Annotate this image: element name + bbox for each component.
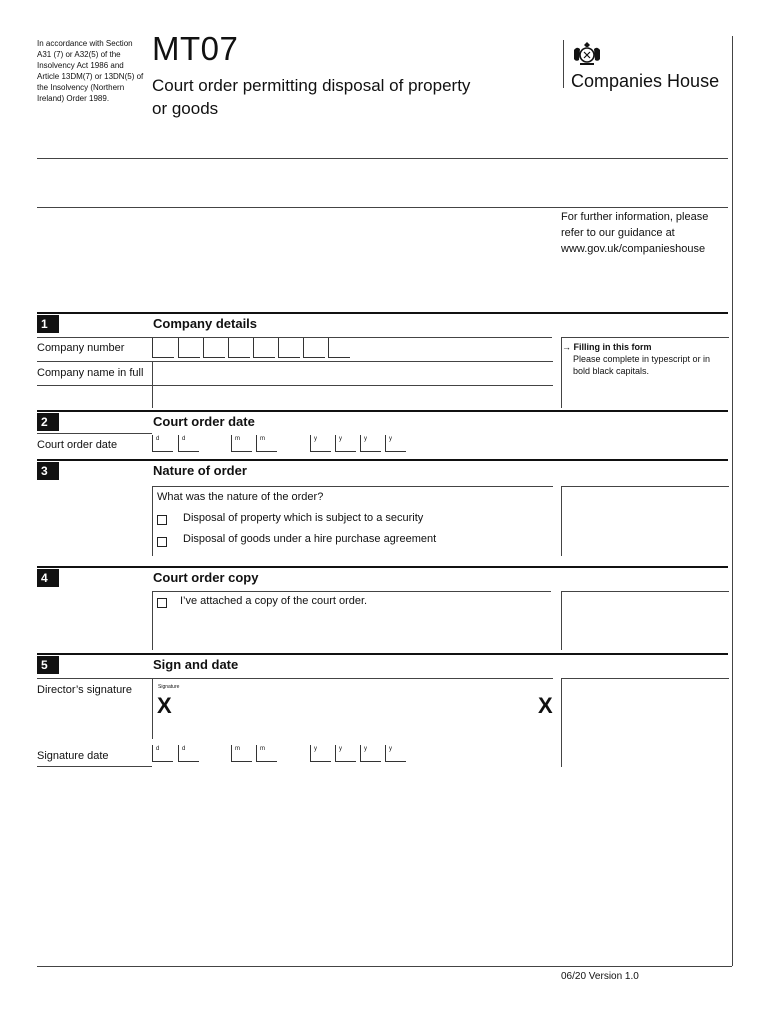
- section-1-number: 1: [37, 315, 59, 333]
- company-number-digit[interactable]: [152, 338, 174, 358]
- signature-caption: Signature: [158, 684, 180, 690]
- date-day-box[interactable]: d: [178, 745, 199, 762]
- page-right-border: [732, 36, 733, 966]
- date-year-box[interactable]: y: [385, 435, 406, 452]
- date-month-box[interactable]: m: [256, 435, 277, 452]
- date-month-box[interactable]: m: [231, 745, 252, 762]
- signature-x-mark-left: X: [157, 693, 172, 718]
- form-title: Court order permitting disposal of property or goods: [152, 76, 471, 118]
- header-rule-top: [37, 158, 728, 159]
- signature-x-mark-right: X: [538, 693, 553, 718]
- version-text: 06/20 Version 1.0: [561, 971, 639, 982]
- date-month-box[interactable]: m: [256, 745, 277, 762]
- header-rule-bottom: [37, 207, 728, 208]
- filling-note-panel: [561, 337, 729, 408]
- section-2-title: Court order date: [153, 414, 255, 429]
- company-number-digit[interactable]: [303, 338, 325, 358]
- section-5-number: 5: [37, 656, 59, 674]
- security-disposal-checkbox[interactable]: [157, 515, 167, 525]
- section-2-number: 2: [37, 413, 59, 431]
- company-name-label: Company name in full: [37, 367, 144, 379]
- date-year-box[interactable]: y: [310, 435, 331, 452]
- date-year-box[interactable]: y: [335, 745, 356, 762]
- section-4-rule: [37, 566, 728, 568]
- legal-reference-text: In accordance with Section A31 (7) or A32(5) of the Insolvency Act 1986 and Article 13DM(7) or 13DN(5) of the Insolvency (Northern Ireland) Order 1989.: [37, 39, 144, 103]
- date-year-box[interactable]: y: [360, 745, 381, 762]
- filling-note-title: → Filling in this form: [562, 342, 652, 352]
- section-3-side-panel: [561, 486, 729, 556]
- company-name-rule: [37, 385, 152, 386]
- filling-note-text: Please complete in typescript or in bold black capitals.: [573, 354, 711, 376]
- section-5-title: Sign and date: [153, 657, 239, 672]
- section-4-title: Court order copy: [153, 570, 259, 585]
- company-number-digit[interactable]: [328, 338, 350, 358]
- section-2-subrule: [37, 433, 152, 434]
- hire-purchase-checkbox[interactable]: [157, 537, 167, 547]
- section-1-title: Company details: [153, 316, 258, 331]
- footer-rule: [37, 966, 732, 967]
- date-year-box[interactable]: y: [360, 435, 381, 452]
- section-2-rule: [37, 410, 728, 412]
- date-day-box[interactable]: d: [152, 745, 173, 762]
- court-order-attached-label: I’ve attached a copy of the court order.: [180, 595, 368, 607]
- court-order-date-label: Court order date: [37, 439, 118, 451]
- section-1-rule: [37, 312, 728, 314]
- date-day-box[interactable]: d: [178, 435, 199, 452]
- company-name-line: [153, 385, 553, 386]
- section-3-title: Nature of order: [153, 463, 247, 478]
- section-4-number: 4: [37, 569, 59, 587]
- date-month-box[interactable]: m: [231, 435, 252, 452]
- date-year-box[interactable]: y: [310, 745, 331, 762]
- court-order-attached-checkbox[interactable]: [157, 598, 167, 608]
- section-5-side-panel: [561, 678, 729, 767]
- section-3-number: 3: [37, 462, 59, 480]
- form-code: MT07: [152, 30, 239, 67]
- date-year-box[interactable]: y: [335, 435, 356, 452]
- signature-date-rule: [37, 766, 152, 767]
- company-number-label: Company number: [37, 342, 125, 354]
- company-name-field[interactable]: [152, 361, 553, 408]
- further-info-text: For further information, please refer to our guidance at www.gov.uk/companieshouse: [561, 211, 709, 255]
- company-number-digit[interactable]: [178, 338, 200, 358]
- section-5-rule: [37, 653, 728, 655]
- company-number-digit[interactable]: [253, 338, 275, 358]
- company-number-digit[interactable]: [228, 338, 250, 358]
- director-signature-field[interactable]: [152, 678, 553, 739]
- date-year-box[interactable]: y: [385, 745, 406, 762]
- section-5-subrule: [37, 678, 152, 679]
- companies-house-logo: [563, 40, 733, 95]
- nature-question: What was the nature of the order?: [157, 491, 324, 503]
- section-4-side-panel: [561, 591, 729, 650]
- hire-purchase-label: Disposal of goods under a hire purchase agreement: [183, 533, 437, 545]
- date-day-box[interactable]: d: [152, 435, 173, 452]
- signature-date-label: Signature date: [37, 750, 109, 762]
- security-disposal-label: Disposal of property which is subject to a security: [183, 512, 424, 524]
- section-3-rule: [37, 459, 728, 461]
- logo-text: Companies House: [571, 71, 720, 91]
- company-number-digit[interactable]: [203, 338, 225, 358]
- company-number-digit[interactable]: [278, 338, 300, 358]
- logo-divider: [563, 40, 564, 88]
- crest-icon: [571, 40, 603, 68]
- director-signature-label: Director’s signature: [37, 684, 132, 696]
